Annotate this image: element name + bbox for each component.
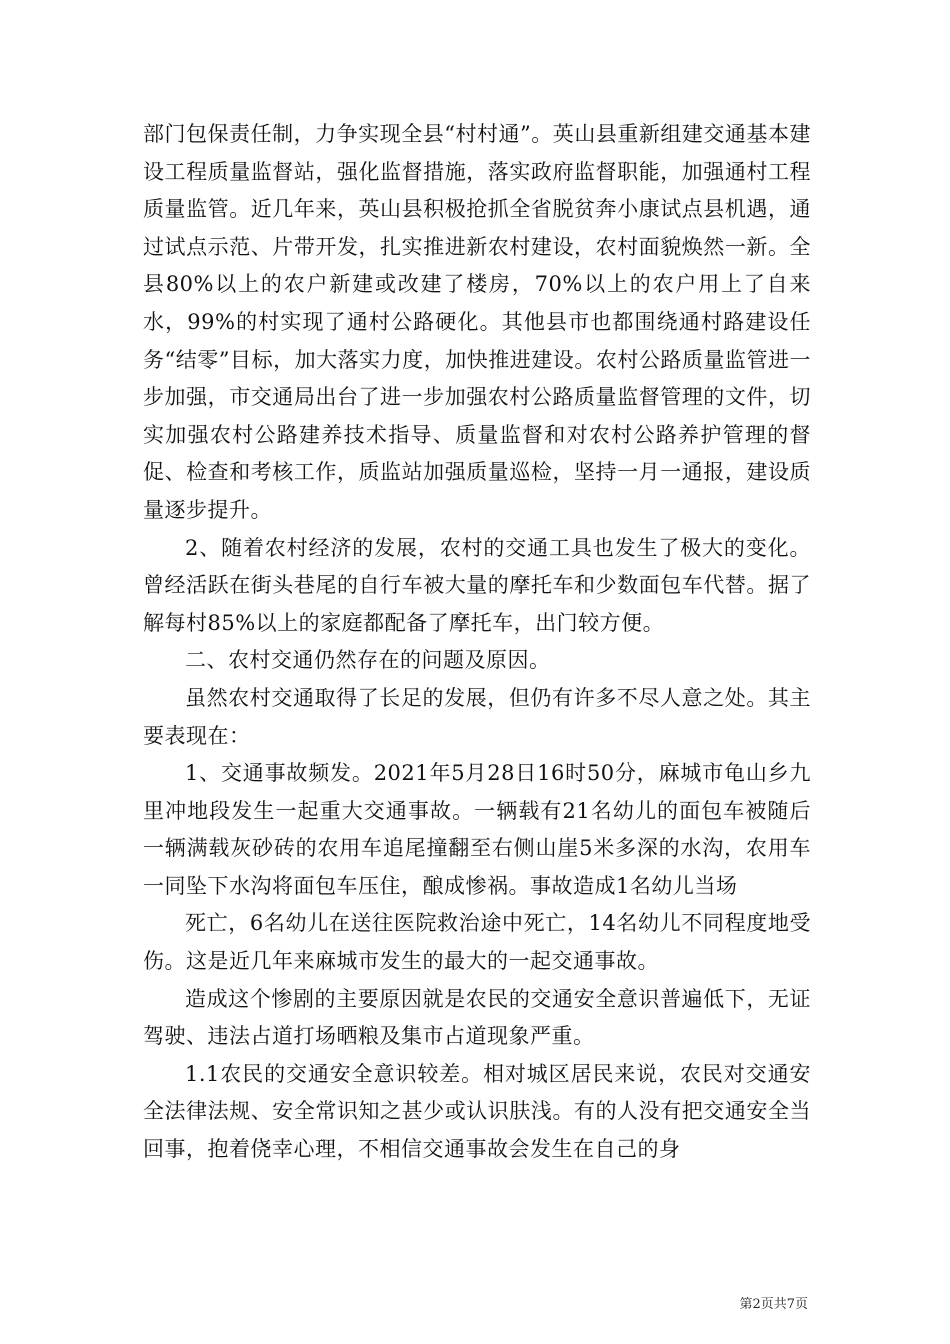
- page-number: 第2页共7页: [739, 1297, 808, 1312]
- paragraph-accident-casualties: 死亡，6名幼儿在送往医院救治途中死亡，14名幼儿不同程度地受伤。这是近几年来麻城市发生的最大的一起交通事故。: [143, 911, 811, 974]
- document-body: [143, 116, 811, 1169]
- paragraph-accidents: 1、交通事故频发。2021年5月28日16时50分，麻城市龟山乡九里冲地段发生一起重大交通事故。一辆载有21名幼儿的面包车被随后一辆满载灰砂砖的农用车追尾撞翻至右侧山崖5米多深的水沟，农用车一同坠下水沟将面包车压住，酿成惨祸。事故造成1名幼儿当场: [143, 761, 811, 898]
- paragraph-vehicles: 2、随着农村经济的发展，农村的交通工具也发生了极大的变化。曾经活跃在街头巷尾的自行车被大量的摩托车和少数面包车代替。据了解每村85%以上的家庭都配备了摩托车，出门较方便。: [143, 535, 811, 635]
- paragraph-continuation: 部门包保责任制，力争实现全县“村村通”。英山县重新组建交通基本建设工程质量监督站，强化监督措施，落实政府监督职能，加强通村工程质量监管。近几年来，英山县积极抢抓全省脱贫奔小康试点县机遇，通过试点示范、片带开发，扎实推进新农村建设，农村面貌焕然一新。全县80%以上的农户新建或改建了楼房，70%以上的农户用上了自来水，99%的村实现了通村公路硬化。其他县市也都围绕通村路建设任务“结零”目标，加大落实力度，加快推进建设。农村公路质量监管进一步加强，市交通局出台了进一步加强农村公路质量监督管理的文件，切实加强农村公路建养技术指导、质量监督和对农村公路养护管理的督促、检查和考核工作，质监站加强质量巡检，坚持一月一通报，建设质量逐步提升。: [143, 122, 811, 522]
- paragraph-intro-problems: 虽然农村交通取得了长足的发展，但仍有许多不尽人意之处。其主要表现在：: [143, 685, 811, 748]
- paragraph-safety-awareness: 1.1农民的交通安全意识较差。相对城区居民来说，农民对交通安全法律法规、安全常识知之甚少或认识肤浅。有的人没有把交通安全当回事，抱着侥幸心理，不相信交通事故会发生在自己的身: [143, 1061, 811, 1162]
- section-heading-problems: 二、农村交通仍然存在的问题及原因。: [185, 648, 551, 673]
- paragraph-main-cause: 造成这个惨剧的主要原因就是农民的交通安全意识普遍低下，无证驾驶、违法占道打场晒粮及集市占道现象严重。: [143, 986, 811, 1049]
